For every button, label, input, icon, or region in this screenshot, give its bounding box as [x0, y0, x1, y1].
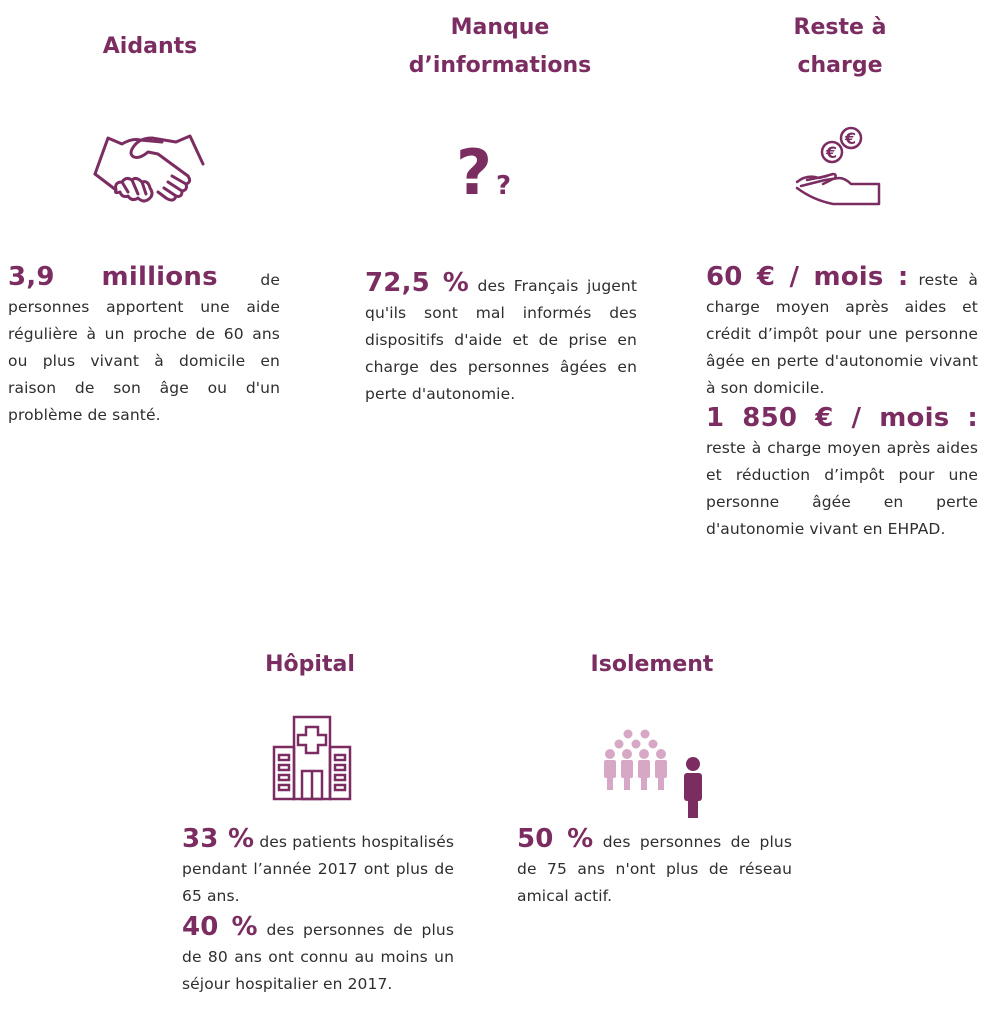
stat-description: reste à charge moyen après aides et réduction d’impôt pour une personne âgée en perte d'autonomie vivant en EHPAD.	[706, 439, 978, 538]
manque-informations-stat-1	[365, 270, 637, 408]
stat-value: 33 %	[182, 824, 255, 854]
stat-description: de personnes apportent une aide régulière à un proche de 60 ans ou plus vivant à domicile en raison de son âge ou d'un problème de santé.	[8, 271, 280, 424]
title-text: Aidants	[102, 34, 198, 59]
title-line-1: Manque	[450, 15, 550, 40]
reste-a-charge-stat-1	[706, 264, 978, 402]
title-line-2: charge	[797, 53, 883, 78]
isolated-person-icon	[602, 728, 720, 820]
question-marks-icon	[456, 132, 526, 202]
hospital-building-icon	[272, 715, 352, 801]
manque-informations-stat-text	[365, 270, 637, 408]
title-text: Hôpital	[265, 652, 355, 677]
stat-description: des patients hospitalisés pendant l’année 2017 ont plus de 65 ans.	[182, 833, 454, 905]
stat-description: reste à charge moyen après aides et crédit d’impôt pour une personne âgée en perte d'autonomie vivant à son domicile.	[706, 271, 978, 397]
stat-value: 40 %	[182, 912, 258, 942]
stat-value: 1 850 € / mois :	[706, 403, 978, 433]
stat-description: des personnes de plus de 80 ans ont connu au moins un séjour hospitalier en 2017.	[182, 921, 454, 993]
section-title-manque-informations	[390, 9, 610, 85]
hopital-stat-1	[182, 826, 454, 910]
stat-value: 60 € / mois :	[706, 262, 909, 292]
hopital-stat-2	[182, 914, 454, 998]
hand-with-euro-coins-icon	[793, 122, 885, 210]
hopital-stat-text	[182, 826, 454, 998]
title-line-1: Reste à	[793, 15, 887, 40]
svg-text:€: €	[826, 143, 838, 162]
stat-description: des Français jugent qu'ils sont mal informés des dispositifs d'aide et de prise en charge des personnes âgées en perte d'autonomie.	[365, 277, 638, 403]
isolement-stat-text	[517, 826, 792, 910]
section-title-isolement	[572, 646, 732, 684]
section-title-reste-a-charge	[760, 9, 920, 85]
svg-text:€: €	[845, 129, 857, 148]
reste-a-charge-stat-text	[706, 264, 978, 543]
stat-value: 3,9 millions	[8, 262, 218, 292]
stat-value: 72,5 %	[365, 268, 469, 298]
svg-text:?: ?	[456, 136, 492, 202]
isolement-stat-1	[517, 826, 792, 910]
title-line-2: d’informations	[408, 53, 592, 78]
svg-text:?: ?	[496, 171, 512, 201]
aidants-stat-text	[8, 264, 280, 429]
section-title-aidants	[60, 28, 240, 66]
aidants-stat-1	[8, 264, 280, 429]
section-title-hopital	[230, 646, 390, 684]
reste-a-charge-stat-2	[706, 405, 978, 543]
title-text: Isolement	[590, 652, 714, 677]
stat-description: des personnes de plus de 75 ans n'ont plus de réseau amical actif.	[517, 833, 792, 905]
handshake-icon	[92, 132, 206, 204]
stat-value: 50 %	[517, 824, 594, 854]
